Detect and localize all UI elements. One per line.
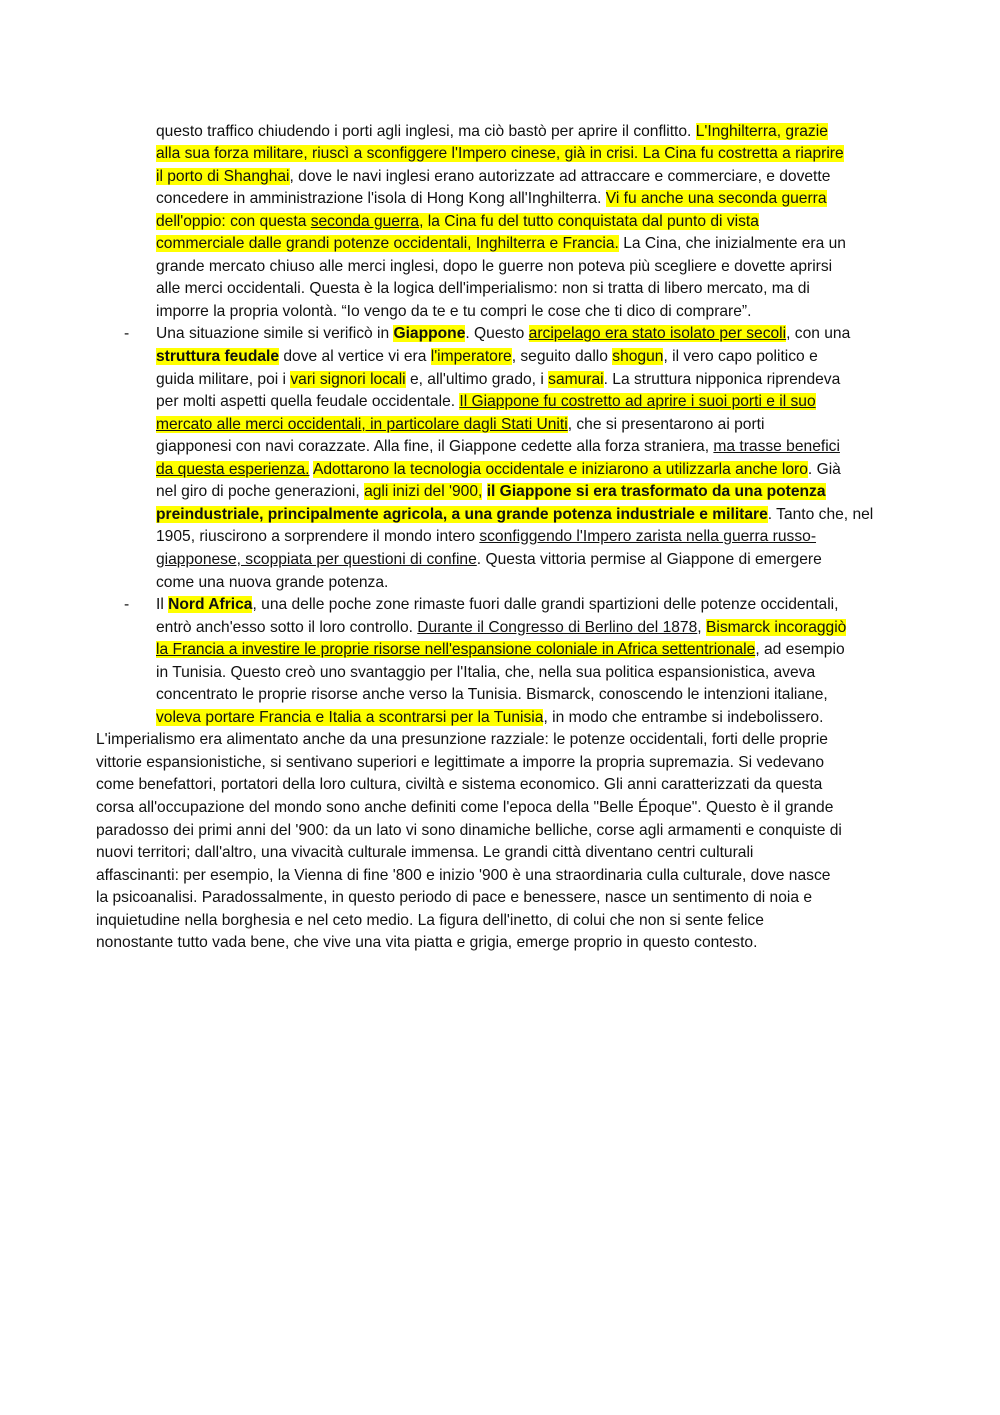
text-line: [156, 143, 844, 165]
text-run: guida militare, poi i: [156, 370, 291, 388]
text-line: [156, 594, 838, 616]
highlighted-text: commerciale dalle grandi potenze occidentali, Inghilterra e Francia.: [156, 235, 619, 253]
text-run: come benefattori, portatori della loro cultura, civiltà e sistema economico. Gli anni caratterizzati da questa: [96, 776, 823, 794]
highlighted-text: Il Giappone fu costretto ad aprire i suoi porti e il suo: [459, 393, 816, 411]
list-bullet: -: [124, 596, 130, 613]
text-line: [156, 323, 850, 345]
text-line: [96, 729, 828, 751]
text-run: ,: [697, 618, 706, 636]
text-run: Durante il Congresso di Berlino del 1878: [417, 618, 698, 636]
text-run: grande mercato chiuso alle merci inglesi, dopo le guerre non poteva più scegliere e dovette aprirsi: [156, 257, 833, 275]
highlighted-text: struttura feudale: [156, 348, 280, 365]
highlighted-text: la Francia a investire le proprie risorse nell'espansione coloniale in Africa settentrionale: [156, 641, 756, 659]
text-line: [156, 233, 846, 255]
text-run: alle merci occidentali. Questa è la logica dell'imperialismo: non si tratta di libero mercato, ma di: [156, 280, 810, 298]
text-run: in Tunisia. Questo creò uno svantaggio per l'Italia, che, nella sua politica espansionistica, aveva: [156, 663, 816, 681]
text-run: nel giro di poche generazioni,: [156, 483, 365, 501]
text-run: , con una: [786, 325, 851, 343]
text-run: inquietudine nella borghesia e nel ceto medio. La figura dell'inetto, di colui che non si sente felice: [96, 911, 764, 929]
text-line: [156, 278, 810, 300]
highlighted-text: samurai: [548, 370, 604, 388]
highlighted-text: Giappone: [393, 325, 466, 343]
text-line: [156, 481, 826, 503]
highlighted-text: la Cina fu del tutto conquistata dal punto di vista: [423, 212, 759, 230]
text-line: [96, 865, 830, 887]
text-run: vittorie espansionistiche, si sentivano superiori e legittimate a imporre la propria supremazia. Si vedevano: [96, 753, 825, 771]
text-run: questo traffico chiudendo i porti agli inglesi, ma ciò bastò per aprire il conflitto.: [156, 122, 696, 140]
text-run: , in modo che entrambe si indebolissero.: [543, 708, 824, 726]
text-line: [156, 414, 764, 436]
text-line: [156, 346, 818, 368]
text-run: imporre la propria volontà. “Io vengo da te e tu compri le cose che ti dico di comprare”.: [156, 302, 752, 320]
text-run: L'imperialismo era alimentato anche da una presunzione razziale: le potenze occidentali, forti delle proprie: [96, 731, 828, 749]
text-line: [156, 211, 759, 233]
text-run: la psicoanalisi. Paradossalmente, in questo periodo di pace e benessere, nasce un sentimento di noia e: [96, 889, 813, 907]
text-line: [96, 932, 757, 954]
text-line: [96, 842, 753, 864]
highlighted-text: arcipelago era stato isolato per secoli: [528, 325, 787, 343]
highlighted-text: preindustriale, principalmente agricola, a una grande potenza industriale e militare: [156, 505, 768, 523]
text-run: . Tanto che, nel: [767, 505, 874, 523]
highlighted-text: L'Inghilterra, grazie: [695, 122, 828, 140]
text-line: [96, 910, 764, 932]
text-run: per molti aspetti quella feudale occidentale.: [156, 393, 460, 411]
text-run: concentrato le proprie risorse anche verso la Tunisia. Bismarck, conoscendo le intenzioni italiane,: [156, 686, 828, 704]
text-run: La Cina, che inizialmente era un: [618, 235, 846, 253]
text-line: [156, 166, 830, 188]
text-run: . Questa vittoria permise al Giappone di emergere: [476, 550, 822, 568]
text-line: [156, 549, 822, 571]
text-run: , ad esempio: [755, 641, 845, 659]
text-run: dove al vertice vi era: [279, 348, 431, 365]
highlighted-text: Adottarono la tecnologia occidentale e iniziarono a utilizzarla anche loro: [312, 460, 808, 478]
highlighted-text: shogun: [612, 348, 664, 365]
text-line: [156, 707, 823, 729]
text-line: [156, 391, 816, 413]
highlighted-text: da questa esperienza.: [156, 460, 310, 478]
highlighted-text: alla sua forza militare, riuscì a sconfiggere l'Impero cinese, già in crisi. La Cina fu costretta a riaprire: [156, 145, 844, 163]
text-run: Il: [156, 596, 169, 614]
text-run: , una delle poche zone rimaste fuori dalle grandi spartizioni delle potenze occidentali,: [252, 596, 839, 614]
highlighted-text: Bismarck incoraggiò: [705, 618, 847, 636]
text-run: entrò anch'esso sotto il loro controllo.: [156, 618, 418, 636]
text-run: come una nuova grande potenza.: [156, 573, 389, 591]
text-run: sconfiggendo l'Impero zarista nella guerra russo-: [479, 528, 817, 546]
text-line: [156, 684, 828, 706]
highlighted-text: seconda guerra,: [310, 212, 424, 230]
text-line: [156, 188, 827, 210]
text-run: giapponese, scoppiata per questioni di confine: [156, 550, 477, 568]
text-line: [96, 887, 812, 909]
list-bullet: -: [124, 325, 130, 342]
text-run: , seguito dallo: [511, 348, 613, 365]
text-run: nuovi territori; dall'altro, una vivacità culturale immensa. Le grandi città diventano centri culturali: [96, 844, 754, 862]
text-run: 1905, riuscirono a sorprendere il mondo intero: [156, 528, 480, 546]
text-run: , il vero capo politico e: [663, 348, 818, 365]
text-line: [156, 459, 841, 481]
text-run: corsa all'occupazione del mondo sono anche definiti come l'epoca della "Belle Époque". Questo è il grande: [96, 799, 834, 816]
text-line: [96, 820, 842, 842]
text-line: [96, 797, 833, 819]
text-line: [156, 121, 828, 143]
highlighted-text: il Giappone si era trasformato da una potenza: [486, 483, 826, 501]
highlighted-text: agli inizi del '900,: [364, 483, 483, 501]
text-line: [156, 617, 846, 639]
text-run: affascinanti: per esempio, la Vienna di fine '800 e inizio '900 è una straordinaria culla culturale, dove nasce: [96, 866, 831, 884]
text-line: [156, 301, 751, 323]
highlighted-text: Vi fu anche una seconda guerra: [605, 190, 827, 208]
highlighted-text: dell'oppio: con questa: [156, 212, 311, 230]
text-line: [96, 774, 822, 796]
text-run: concedere in amministrazione l'isola di Hong Kong all'Inghilterra.: [156, 190, 606, 208]
highlighted-text: Nord Africa: [168, 596, 253, 614]
text-line: [96, 752, 824, 774]
text-run: giapponesi con navi corazzate. Alla fine, il Giappone cedette alla forza straniera,: [156, 438, 714, 456]
highlighted-text: voleva portare Francia e Italia a scontrarsi per la Tunisia: [156, 708, 544, 726]
text-run: e, all'ultimo grado, i: [405, 370, 549, 388]
text-run: , dove le navi inglesi erano autorizzate ad attraccare e commerciare, e dovette: [289, 167, 831, 185]
text-line: [156, 639, 845, 661]
text-run: Una situazione simile si verificò in: [156, 325, 394, 343]
text-run: paradosso dei primi anni del '900: da un lato vi sono dinamiche belliche, corse agli armamenti e conquiste di: [96, 821, 842, 839]
text-line: [156, 526, 816, 548]
text-run: . Questo: [465, 325, 529, 343]
text-run: , che si presentarono ai porti: [567, 415, 765, 433]
text-run: . Già: [807, 460, 841, 478]
highlighted-text: vari signori locali: [290, 370, 406, 388]
text-line: [156, 662, 815, 684]
text-line: [156, 504, 873, 526]
text-run: . La struttura nipponica riprendeva: [603, 370, 841, 388]
text-run: ma trasse benefici: [713, 438, 840, 456]
text-run: nonostante tutto vada bene, che vive una vita piatta e grigia, emerge proprio in questo contesto.: [96, 934, 758, 952]
text-line: [156, 572, 388, 594]
text-line: [156, 369, 840, 391]
text-line: [156, 256, 832, 278]
highlighted-text: mercato alle merci occidentali, in particolare dagli Stati Uniti: [156, 415, 568, 433]
text-line: [156, 436, 840, 458]
highlighted-text: l'imperatore: [430, 348, 512, 365]
highlighted-text: il porto di Shanghai: [156, 167, 290, 185]
